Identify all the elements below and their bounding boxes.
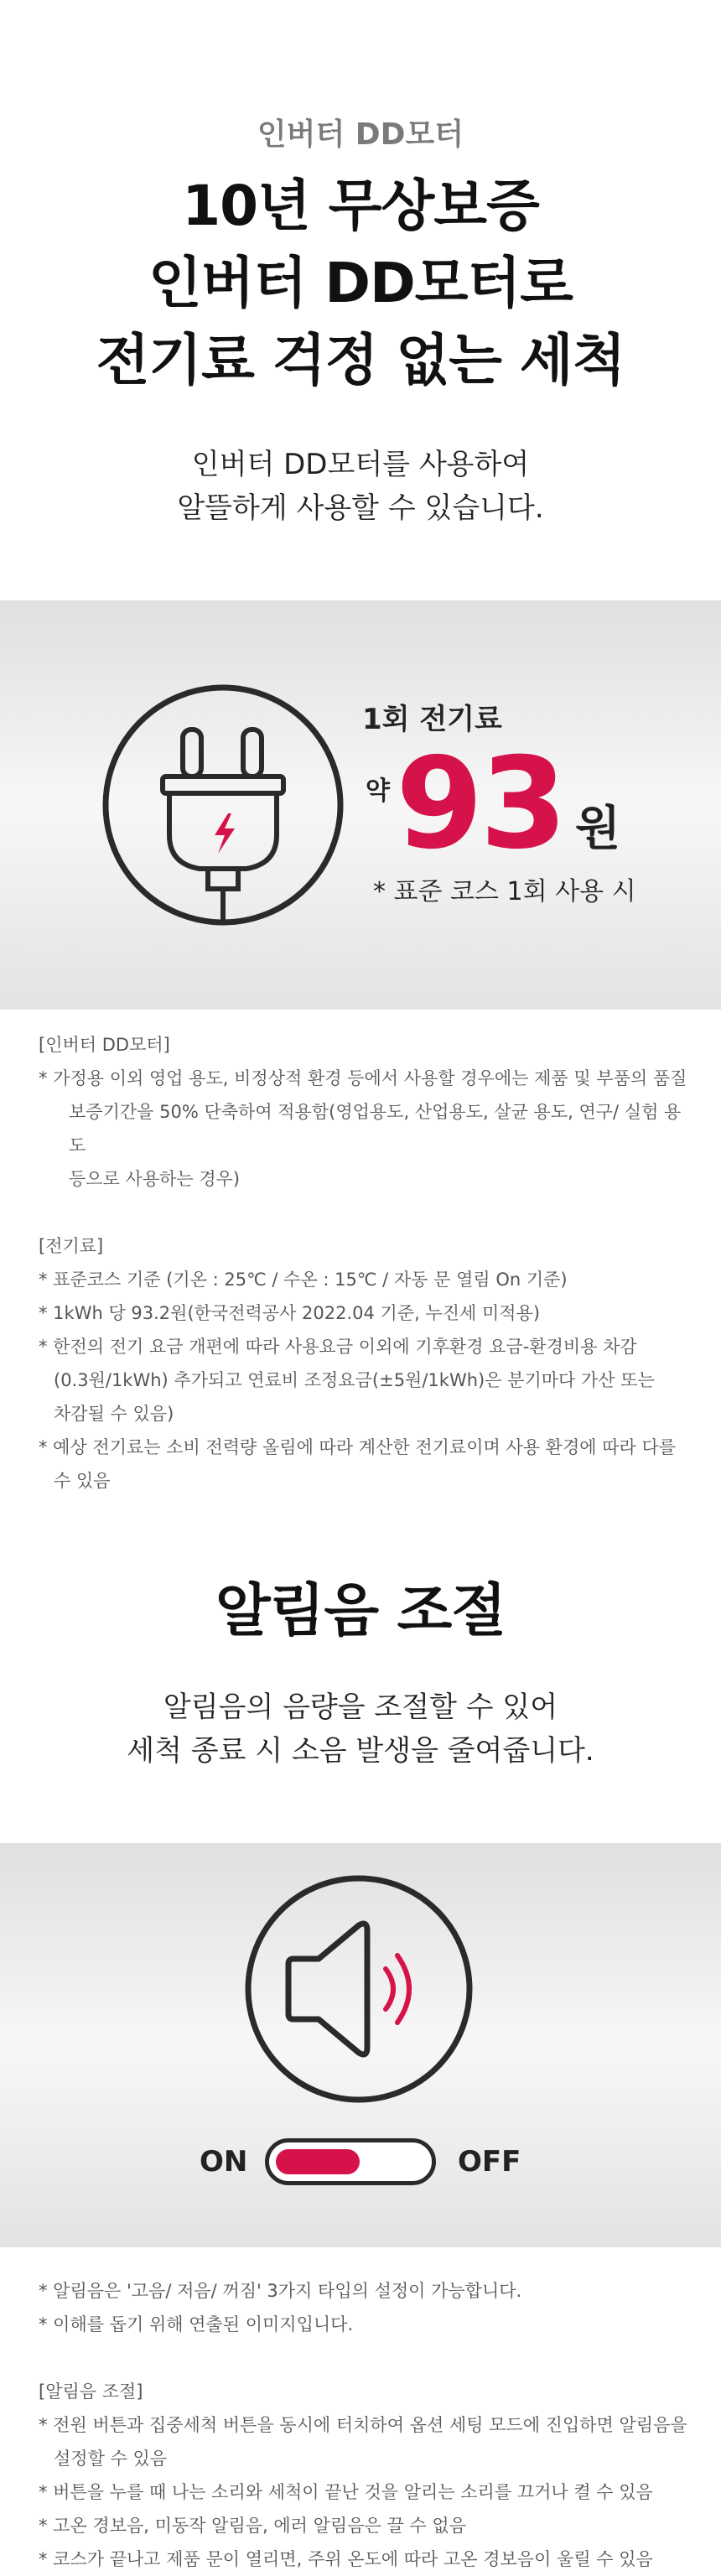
fee-note-line: * 표준코스 기준 (기온 : 25℃ / 수온 : 15℃ / 자동 문 열림 On 기준) [39, 1270, 568, 1290]
sound-subcopy-line-1: 알림음의 음량을 조절할 수 있어 [163, 1690, 558, 1724]
speaker-icon [241, 1872, 476, 2106]
sound-note-item [39, 2475, 692, 2509]
motor-subcopy [0, 443, 721, 530]
sound-note-line: * 이해를 돕기 위해 연출된 이미지입니다. [39, 2314, 354, 2334]
fee-note-item [39, 1330, 692, 1431]
notes-gap [39, 2341, 692, 2375]
sound-headline-line-1: 알림음 조절 [215, 1578, 506, 1644]
fee-note-line: (0.3원/1kWh) 추가되고 연료비 조정요금(±5원/1kWh)은 분기마다 가산 또는 [54, 1370, 655, 1390]
toggle-on-label: ON [200, 2145, 248, 2179]
motor-note-line: * 가정용 이외 영업 용도, 비정상적 환경 등에서 사용할 경우에는 제품 및 부품의 품질 [39, 1068, 687, 1088]
motor-note-line: 보증기간을 50% 단축하여 적용함(영업용도, 산업용도, 살균 용도, 연구/ 실험 용도 [69, 1102, 682, 1156]
sound-note-line: * 알림음은 '고음/ 저음/ 꺼짐' 3가지 타입의 설정이 가능합니다. [39, 2281, 522, 2301]
toggle-off-label: OFF [458, 2145, 521, 2179]
sound-notes-title: [알림음 조절] [39, 2381, 143, 2402]
motor-subcopy-line-2: 알뜰하게 사용할 수 있습니다. [177, 491, 544, 525]
sound-note-line: * 고온 경보음, 미동작 알림음, 에러 알림음은 끌 수 없음 [39, 2516, 466, 2536]
power-plug-icon [96, 679, 359, 931]
sound-subcopy [0, 1685, 721, 1773]
motor-headline-line-2: 인버터 DD모터로 [148, 251, 573, 315]
fee-value: 93 [396, 731, 564, 877]
sound-note-item [39, 2408, 692, 2475]
fee-title: 1회 전기료 [362, 703, 502, 736]
sound-note-item [39, 2509, 692, 2542]
fee-note-line: 수 있음 [54, 1471, 111, 1491]
motor-notes-title: [인버터 DD모터] [39, 1035, 170, 1055]
fee-note: * 표준 코스 1회 사용 시 [373, 877, 636, 906]
sound-note-item [39, 2308, 692, 2341]
sound-note-item [39, 2274, 692, 2308]
sound-notes [39, 2274, 692, 2576]
sound-note-item [39, 2542, 692, 2576]
fee-notes-title: [전기료] [39, 1236, 104, 1256]
fee-note-line: * 1kWh 당 93.2원(한국전력공사 2022.04 기준, 누진세 미적용) [39, 1303, 541, 1323]
fee-note-item [39, 1431, 692, 1498]
sound-note-line: * 버튼을 누를 때 나는 소리와 세척이 끝난 것을 알리는 소리를 끄거나 켤 수 있음 [39, 2482, 653, 2502]
sound-note-line: * 전원 버튼과 집중세척 버튼을 동시에 터치하여 옵션 세팅 모드에 진입하면 알림음을 [39, 2415, 687, 2435]
fee-note-line: * 한전의 전기 요금 개편에 따라 사용요금 이외에 기후환경 요금-환경비용 차감 [39, 1337, 637, 1357]
motor-headline-line-3: 전기료 걱정 없는 세척 [96, 328, 625, 392]
sound-headline [0, 1573, 721, 1650]
motor-eyebrow: 인버터 DD모터 [257, 117, 464, 152]
motor-note-line: 등으로 사용하는 경우) [69, 1169, 241, 1189]
motor-subcopy-line-1: 인버터 DD모터를 사용하여 [191, 448, 530, 481]
fee-note-item [39, 1296, 692, 1330]
motor-note-item [39, 1062, 692, 1196]
motor-headline [0, 168, 721, 399]
notes-gap [39, 1196, 692, 1229]
fee-note-line: 차감될 수 있음) [54, 1404, 174, 1424]
sound-note-line: * 코스가 끝나고 제품 문이 열리면, 주위 온도에 따라 고온 경보음이 울릴 수 있음 [39, 2549, 653, 2569]
motor-headline-line-1: 10년 무상보증 [182, 174, 539, 238]
volume-toggle-fill [276, 2149, 360, 2174]
fee-note-line: * 예상 전기료는 소비 전력량 올림에 따라 계산한 전기료이며 사용 환경에 따라 다를 [39, 1437, 677, 1457]
fee-prefix: 약 [366, 776, 390, 806]
motor-notes [39, 1028, 692, 1498]
fee-unit: 원 [575, 802, 621, 856]
sound-subcopy-line-2: 세척 종료 시 소음 발생을 줄여줍니다. [127, 1734, 594, 1768]
volume-toggle[interactable] [265, 2138, 436, 2185]
sound-note-line: 설정할 수 있음 [54, 2449, 168, 2469]
fee-note-item [39, 1263, 692, 1296]
